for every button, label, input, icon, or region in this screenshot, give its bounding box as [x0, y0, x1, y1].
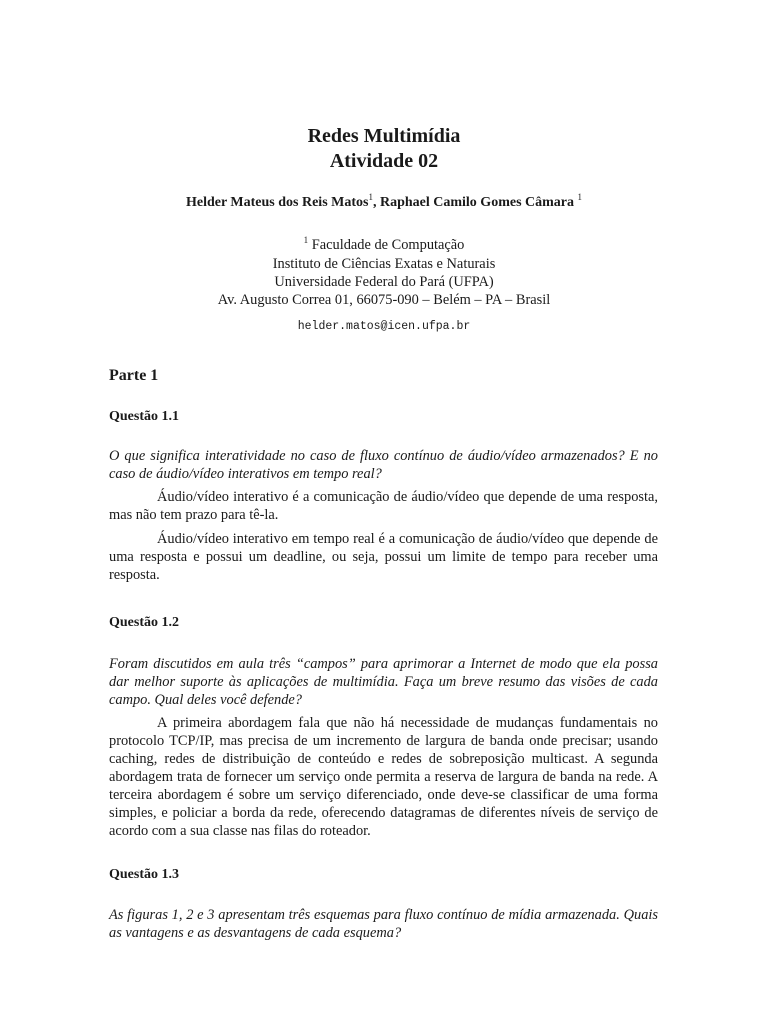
answer-paragraph: A primeira abordagem fala que não há necessidade de mudanças fundamentais no protocolo TCP/IP, mas precisa de um incremento de largura de banda onde precisar; usando caching, redes de distribuição de conteúdo e redes de sobreposição multicast. A segunda abordagem trata de fornecer um serviço onde permita a reserva de largura de banda na rede. A terceira abordagem é sobre um serviço diferenciado, onde deve-se classificar de uma forma simples, e policiar a borda da rede, oferecendo datagramas de diferentes níveis de serviço de acordo com a sua classe nas filas do roteador.	[109, 715, 658, 839]
paper-subtitle: Atividade 02	[329, 150, 439, 172]
affiliation-institute: Instituto de Ciências Exatas e Naturais	[272, 256, 496, 272]
author-email: helder.matos@icen.ufpa.br	[297, 320, 471, 333]
question-text: Foram discutidos em aula três “campos” para aprimorar a Internet de modo que ela possa dar melhor suporte às aplicações de multimídia. Faça um breve resumo das visões de cada campo. Qual deles você defende?	[109, 656, 658, 708]
affiliation-university: Universidade Federal do Pará (UFPA)	[274, 274, 494, 290]
question-heading: Questão 1.2	[109, 615, 179, 630]
author-name: Raphael Camilo Gomes Câmara	[379, 195, 575, 210]
author-line	[0, 194, 768, 212]
author-separator: ,	[372, 195, 380, 210]
answer-paragraph: Áudio/vídeo interativo é a comunicação de áudio/vídeo que depende de uma resposta, mas não tem prazo para tê-la.	[109, 489, 658, 523]
affiliation-line: Faculdade de Computação	[311, 237, 465, 253]
affiliation-mark: 1	[368, 192, 373, 202]
question-heading: Questão 1.1	[109, 409, 179, 424]
paper-title: Redes Multimídia	[307, 125, 461, 147]
affiliation-mark: 1	[303, 235, 309, 245]
affiliation-faculty	[0, 237, 768, 254]
question-text: O que significa interatividade no caso de fluxo contínuo de áudio/vídeo armazenados? E no caso de áudio/vídeo interativos em tempo real?	[109, 448, 658, 482]
question-text: As figuras 1, 2 e 3 apresentam três esquemas para fluxo contínuo de mídia armazenada. Quais as vantagens e as desvantagens de cada esquema?	[109, 907, 658, 941]
answer-paragraph: Áudio/vídeo interativo em tempo real é a comunicação de áudio/vídeo que depende de uma resposta e possui um deadline, ou seja, possui um limite de tempo para receber uma resposta.	[109, 531, 658, 583]
affiliation-mark: 1	[577, 192, 583, 202]
question-heading: Questão 1.3	[109, 867, 179, 882]
affiliation-address: Av. Augusto Correa 01, 66075-090 – Belém – PA – Brasil	[217, 292, 551, 308]
author-name: Helder Mateus dos Reis Matos	[185, 195, 369, 210]
section-heading: Parte 1	[109, 367, 159, 384]
